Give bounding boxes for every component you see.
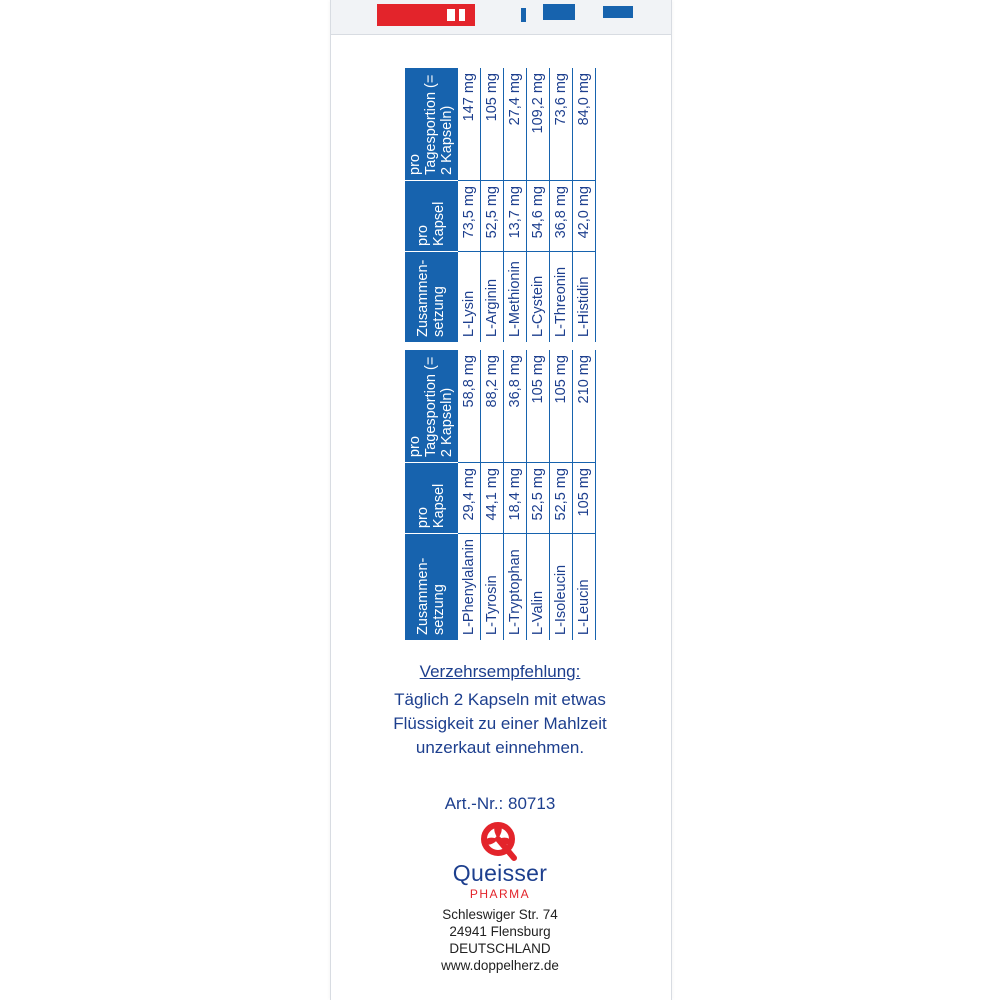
col-header-composition: Zusammen-setzung [405, 252, 458, 343]
col-header-per-capsule: pro Kapsel [405, 181, 458, 252]
table-row [572, 350, 595, 640]
ingredient-name: L-Histidin [572, 252, 595, 343]
per-day-value: 105 mg [549, 350, 572, 463]
per-capsule-value: 13,7 mg [503, 181, 526, 252]
per-day-value: 210 mg [572, 350, 595, 463]
ingredient-name: L-Leucin [572, 534, 595, 640]
ingredient-name: L-Tyrosin [480, 534, 503, 640]
per-capsule-value: 105 mg [572, 463, 595, 534]
recommendation-line: unzerkaut einnehmen. [415, 738, 585, 757]
ingredient-name: L-Phenylalanin [458, 534, 481, 640]
per-capsule-value: 52,5 mg [526, 463, 549, 534]
ingredient-name: L-Valin [526, 534, 549, 640]
col-header-per-day: pro Tagesportion (= 2 Kapseln) [405, 68, 458, 181]
nutrition-table-right [405, 68, 596, 342]
flap-blue-graphic [603, 6, 633, 18]
per-capsule-value: 54,6 mg [526, 181, 549, 252]
per-day-value: 147 mg [458, 68, 481, 181]
per-day-value: 58,8 mg [458, 350, 481, 463]
flap-red-graphic [377, 4, 475, 26]
per-day-value: 27,4 mg [503, 68, 526, 181]
col-header-per-capsule: pro Kapsel [405, 463, 458, 534]
table-row [572, 68, 595, 342]
table-row [503, 350, 526, 640]
per-day-value: 73,6 mg [549, 68, 572, 181]
package-top-flap [331, 0, 671, 35]
recommendation-heading: Verzehrsempfehlung: [419, 662, 581, 681]
table-row [549, 68, 572, 342]
per-day-value: 88,2 mg [480, 350, 503, 463]
per-day-value: 105 mg [526, 350, 549, 463]
table-row [549, 350, 572, 640]
ingredient-name: L-Lysin [458, 252, 481, 343]
col-header-composition: Zusammen-setzung [405, 534, 458, 640]
ingredient-name: L-Cystein [526, 252, 549, 343]
website-link[interactable]: www.doppelherz.de [441, 958, 559, 973]
per-day-value: 36,8 mg [503, 350, 526, 463]
recommendation-line: Flüssigkeit zu einer Mahlzeit [393, 714, 607, 733]
address-line: 24941 Flensburg [449, 924, 551, 939]
per-capsule-value: 52,5 mg [549, 463, 572, 534]
queisser-logo-icon [474, 818, 526, 864]
per-day-value: 105 mg [480, 68, 503, 181]
recommendation-text [330, 688, 670, 760]
brand-name: Queisser [452, 860, 548, 886]
flap-blue-graphic [543, 4, 575, 20]
per-capsule-value: 18,4 mg [503, 463, 526, 534]
nutrition-tables [400, 50, 590, 640]
address-line: DEUTSCHLAND [449, 941, 551, 956]
per-capsule-value: 73,5 mg [458, 181, 481, 252]
ingredient-name: L-Isoleucin [549, 534, 572, 640]
table-row [480, 68, 503, 342]
table-row [526, 68, 549, 342]
per-capsule-value: 44,1 mg [480, 463, 503, 534]
ingredient-name: L-Tryptophan [503, 534, 526, 640]
recommendation-line: Täglich 2 Kapseln mit etwas [394, 690, 606, 709]
brand-subtitle: PHARMA [469, 887, 531, 901]
per-capsule-value: 36,8 mg [549, 181, 572, 252]
table-row [503, 68, 526, 342]
table-row [480, 350, 503, 640]
ingredient-name: L-Methionin [503, 252, 526, 343]
per-capsule-value: 29,4 mg [458, 463, 481, 534]
table-row [526, 350, 549, 640]
flap-blue-graphic [521, 8, 526, 22]
manufacturer-address [330, 906, 670, 974]
per-capsule-value: 42,0 mg [572, 181, 595, 252]
per-day-value: 109,2 mg [526, 68, 549, 181]
address-line: Schleswiger Str. 74 [442, 907, 558, 922]
table-row [458, 68, 481, 342]
ingredient-name: L-Arginin [480, 252, 503, 343]
per-capsule-value: 52,5 mg [480, 181, 503, 252]
ingredient-name: L-Threonin [549, 252, 572, 343]
nutrition-table-left [405, 350, 596, 640]
col-header-per-day: pro Tagesportion (= 2 Kapseln) [405, 350, 458, 463]
table-row [458, 350, 481, 640]
per-day-value: 84,0 mg [572, 68, 595, 181]
article-number: Art.-Nr.: 80713 [444, 794, 556, 813]
